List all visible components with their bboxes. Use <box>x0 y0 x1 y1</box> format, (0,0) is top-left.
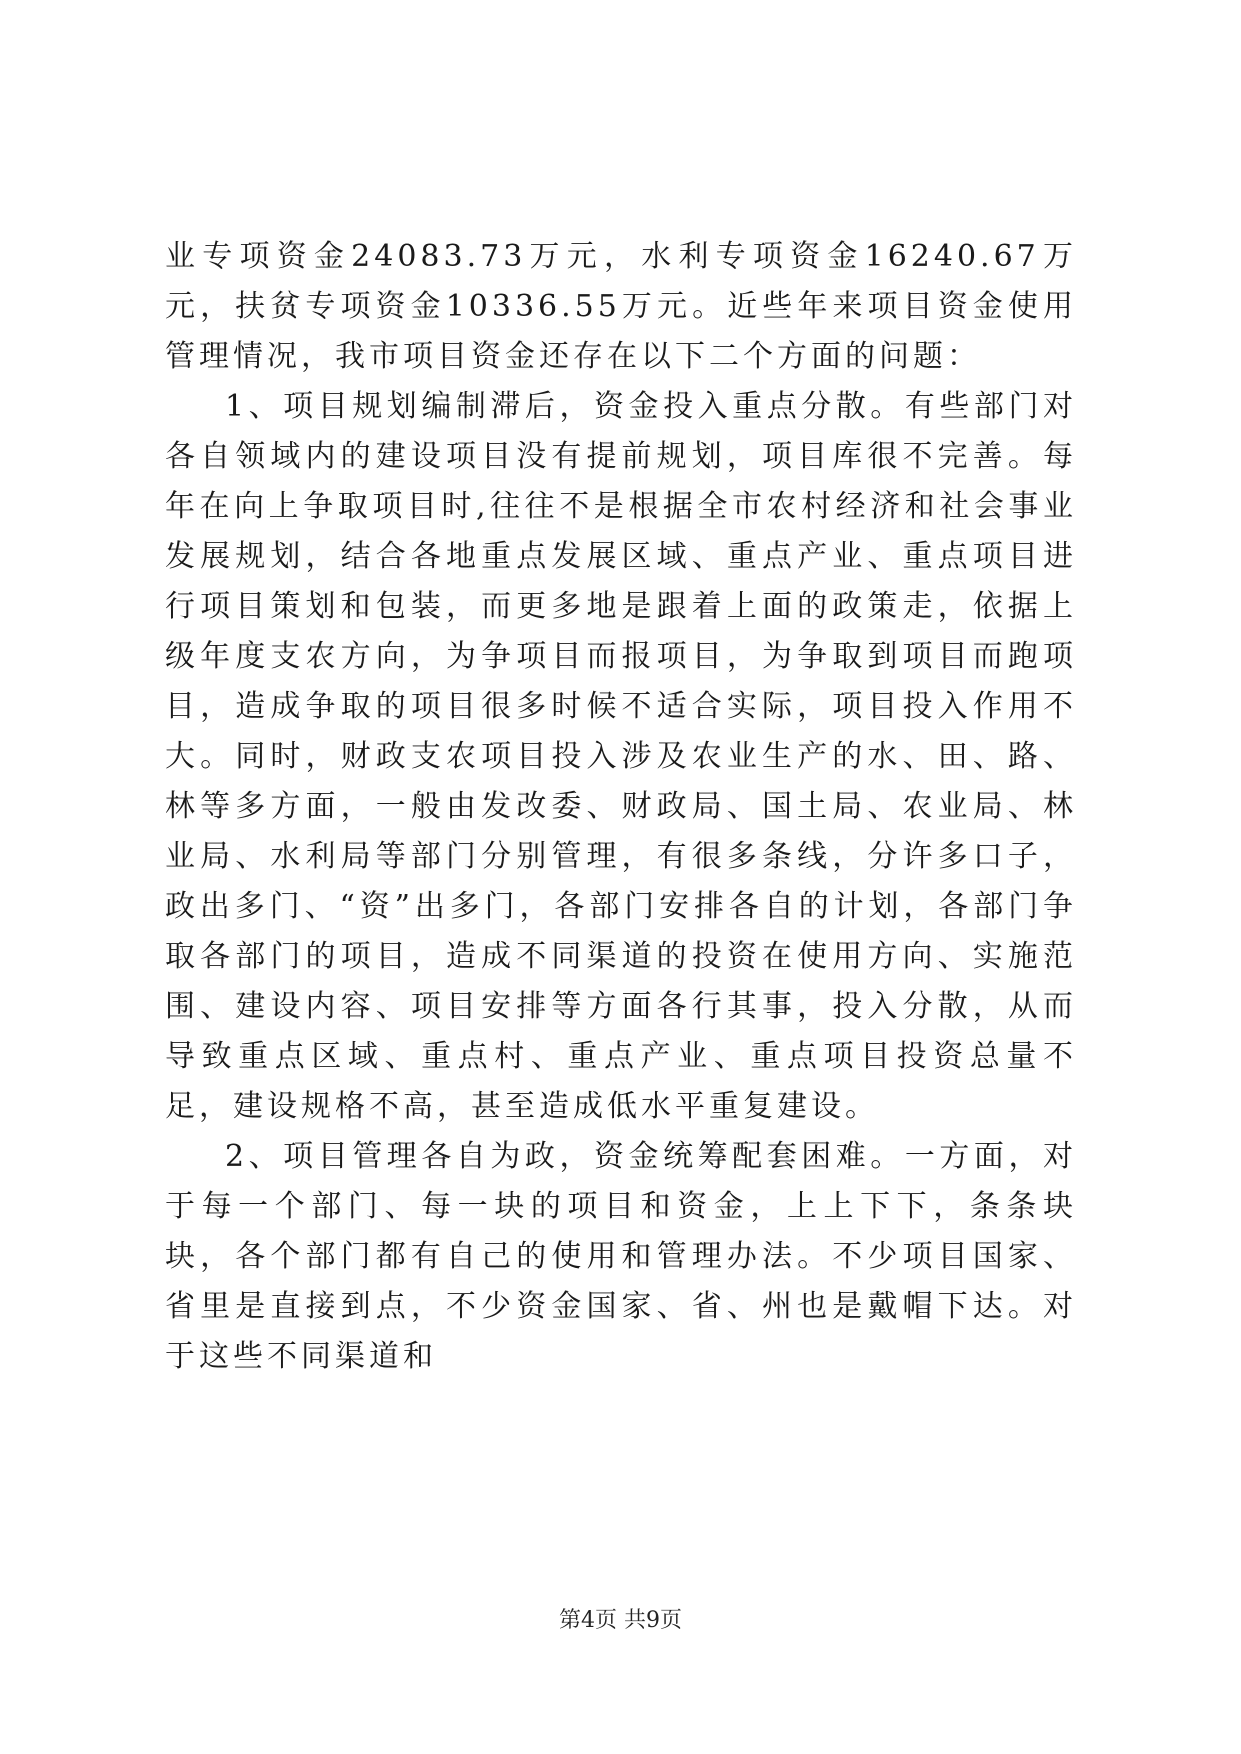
paragraph-item-2: 2、项目管理各自为政，资金统筹配套困难。一方面，对于每一个部门、每一块的项目和资金，上上下下，条条块块，各个部门都有自己的使用和管理办法。不少项目国家、省里是直接到点，不少资金国家、省、州也是戴帽下达。对于这些不同渠道和 <box>165 1139 1077 1374</box>
page-number-footer: 第4页 共9页 <box>559 1608 682 1633</box>
paragraph-item-1: 1、项目规划编制滞后，资金投入重点分散。有些部门对各自领域内的建设项目没有提前规划，项目库很不完善。每年在向上争取项目时,往往不是根据全市农村经济和社会事业发展规划，结合各地重点发展区域、重点产业、重点项目进行项目策划和包装，而更多地是跟着上面的政策走，依据上级年度支农方向，为争项目而报项目，为争取到项目而跑项目，造成争取的项目很多时候不适合实际，项目投入作用不大。同时，财政支农项目投入涉及农业生产的水、田、路、林等多方面，一般由发改委、财政局、国土局、农业局、林业局、水利局等部门分别管理，有很多条线，分许多口子，政出多门、“资”出多门，各部门安排各自的计划，各部门争取各部门的项目，造成不同渠道的投资在使用方向、实施范围、建设内容、项目安排等方面各行其事，投入分散，从而导致重点区域、重点村、重点产业、重点项目投资总量不足，建设规格不高，甚至造成低水平重复建设。 <box>165 389 1077 1124</box>
document-body <box>165 232 1077 1382</box>
paragraph-continued: 业专项资金24083.73万元，水利专项资金16240.67万元，扶贫专项资金10336.55万元。近些年来项目资金使用管理情况，我市项目资金还存在以下二个方面的问题： <box>165 239 1077 374</box>
